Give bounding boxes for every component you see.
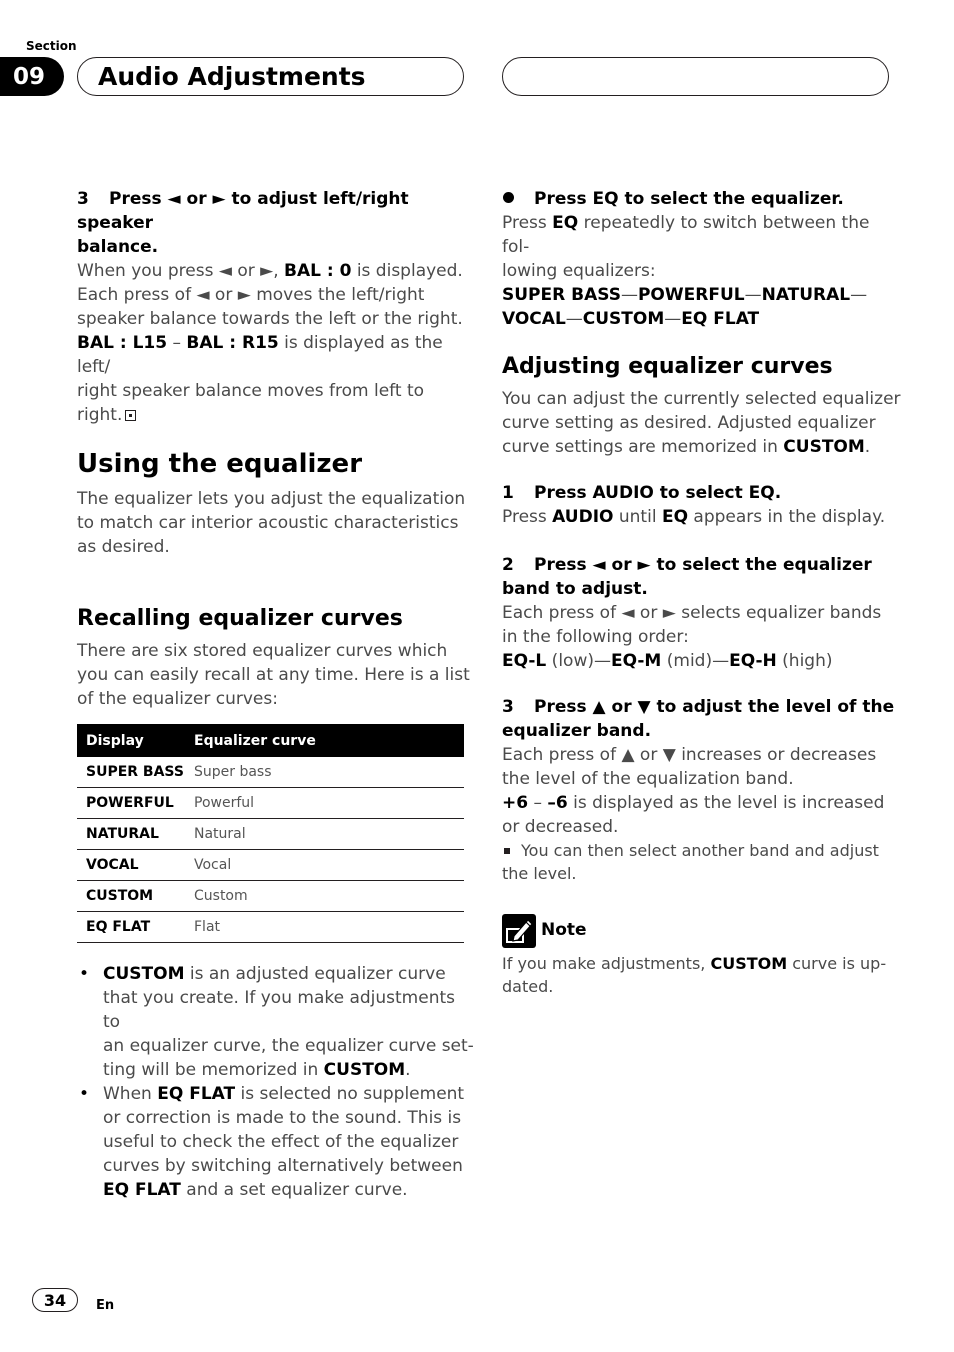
note-label: Note xyxy=(541,920,587,940)
sub-note: You can then select another band and adjust the level. xyxy=(502,841,879,883)
select-equalizer-step: Press EQ to select the equalizer. Press EQ repeatedly to switch between the fol- lowing equalizers: SUPER BASS—POWERFUL—NATURAL— VOCAL—CUSTOM—EQ FLAT xyxy=(502,187,902,331)
using-equalizer-title: Using the equalizer xyxy=(77,449,363,479)
step-heading: 3 Press ▲ or ▼ to adjust the level of the xyxy=(502,697,895,717)
list-item: • When EQ FLAT is selected no supplement or correction is made to the sound. This is useful to check the effect of the equalizer curves by switching alternatively between EQ FLAT and a set equalizer curve. xyxy=(77,1082,477,1202)
language-label: En xyxy=(96,1298,115,1313)
equalizer-sequence-line-2: VOCAL—CUSTOM—EQ FLAT xyxy=(502,309,760,329)
header-empty-pill xyxy=(502,57,889,96)
notes-bullet-list xyxy=(77,962,477,1202)
table-header-display: Display xyxy=(77,724,185,757)
table-header-curve: Equalizer curve xyxy=(185,724,464,757)
using-equalizer-text: The equalizer lets you adjust the equalization to match car interior acoustic characteristics as desired. xyxy=(77,489,466,557)
end-mark-icon xyxy=(125,410,136,421)
adjusting-text: You can adjust the currently selected equalizer curve setting as desired. Adjusted equalizer curve settings are memorized in CUSTOM. xyxy=(502,389,901,457)
bullet-dot-icon xyxy=(503,192,514,203)
list-item: • CUSTOM is an adjusted equalizer curve that you create. If you make adjustments to an equalizer curve, the equalizer curve set- ting will be memorized in CUSTOM. xyxy=(77,962,477,1082)
recalling-title: Recalling equalizer curves xyxy=(77,606,403,631)
step-heading: 2 Press ◄ or ► to select the equalizer xyxy=(502,555,872,575)
section-number-badge: 09 xyxy=(0,57,64,96)
note-pencil-icon xyxy=(502,914,536,948)
table-row: CUSTOM Custom xyxy=(77,881,464,912)
step-heading: 1 Press AUDIO to select EQ. xyxy=(502,483,782,503)
band-step: 2 Press ◄ or ► to select the equalizer band to adjust. Each press of ◄ or ► selects equalizer bands in the following order: EQ-L (low)—EQ-M (mid)—EQ-H (high) xyxy=(502,553,902,673)
page-number: 34 xyxy=(32,1288,78,1312)
table-row: VOCAL Vocal xyxy=(77,850,464,881)
table-row: EQ FLAT Flat xyxy=(77,912,464,943)
table-row: POWERFUL Powerful xyxy=(77,788,464,819)
table-header-row xyxy=(77,724,464,757)
recalling-text: There are six stored equalizer curves which you can easily recall at any time. Here is a list of the equalizer curves: xyxy=(77,641,470,709)
adjusting-title: Adjusting equalizer curves xyxy=(502,354,833,379)
step-heading: Press EQ to select the equalizer. xyxy=(502,187,902,211)
chapter-title: Audio Adjustments xyxy=(77,57,464,96)
table-row: NATURAL Natural xyxy=(77,819,464,850)
audio-step: 1 Press AUDIO to select EQ. Press AUDIO until EQ appears in the display. xyxy=(502,481,902,529)
equalizer-table xyxy=(77,724,464,943)
level-step: 3 Press ▲ or ▼ to adjust the level of the equalizer band. Each press of ▲ or ▼ increases or decreases the level of the equalization band. +6 – –6 is displayed as the level is increased or decreased. You can then select another band and adjust the level. xyxy=(502,695,902,885)
table-row: SUPER BASS Super bass xyxy=(77,757,464,788)
note-text: If you make adjustments, CUSTOM curve is up- dated. xyxy=(502,954,887,996)
equalizer-sequence-line-1: SUPER BASS—POWERFUL—NATURAL— xyxy=(502,285,868,305)
balance-step: 3 Press ◄ or ► to adjust left/right speaker balance. When you press ◄ or ►, BAL : 0 is displayed. Each press of ◄ or ► moves the left/right speaker balance towards the left or the right. BAL : L15 – BAL : R15 is displayed as the left/ right speaker balance moves from left to right. xyxy=(77,187,477,427)
section-label: Section xyxy=(26,39,77,53)
step-heading: 3 Press ◄ or ► to adjust left/right speaker xyxy=(77,189,409,233)
square-bullet-icon xyxy=(504,848,510,854)
